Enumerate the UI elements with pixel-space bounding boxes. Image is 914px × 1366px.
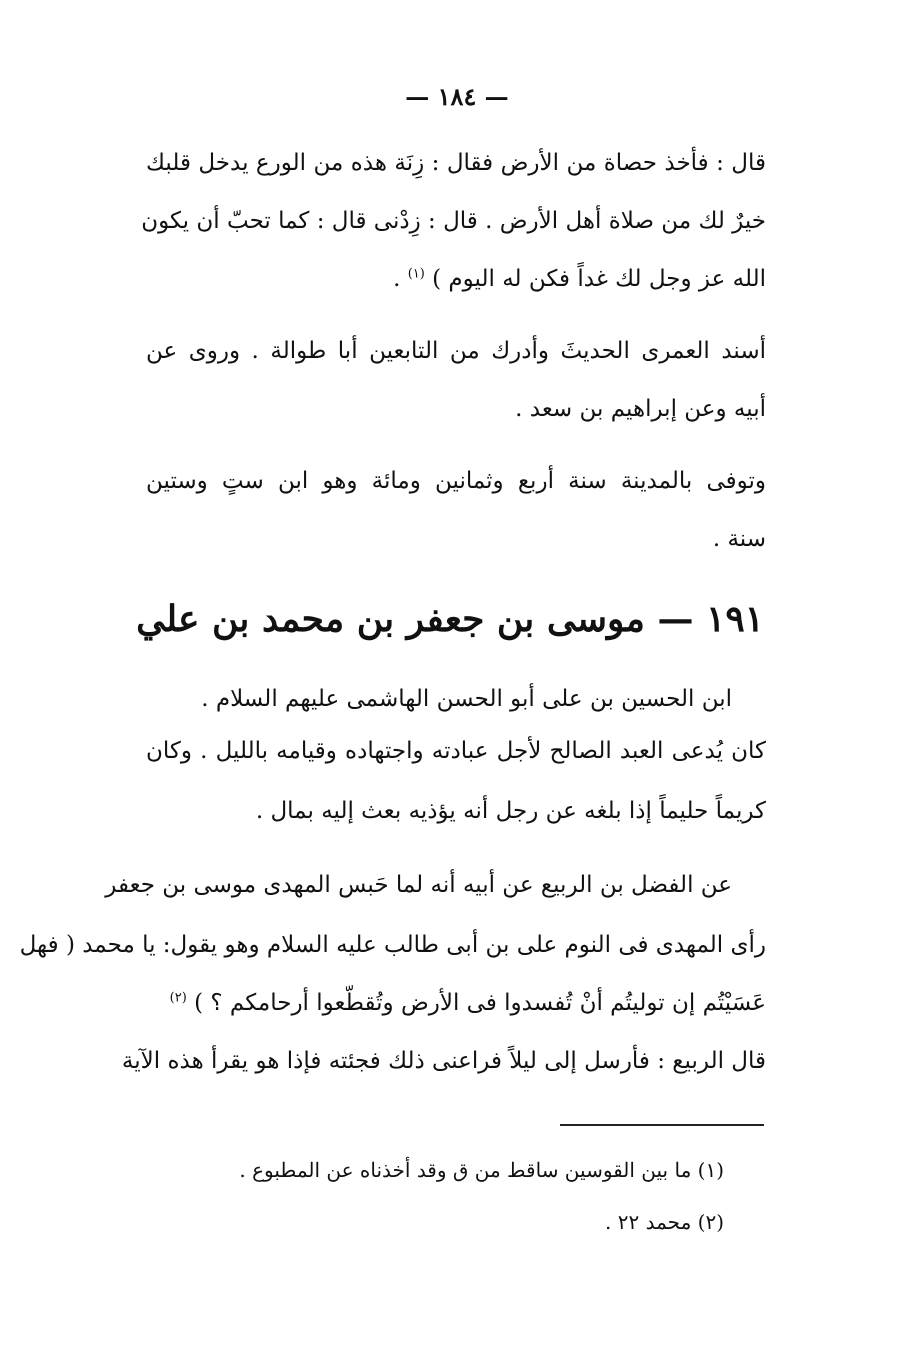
section-heading: ١٩١ — موسى بن جعفر بن محمد بن علي xyxy=(136,598,764,640)
text-line xyxy=(146,266,766,292)
text-line xyxy=(146,990,766,1016)
text-line: كريماً حليماً إذا بلغه عن رجل أنه يؤذيه بعث إليه بمال . xyxy=(255,798,766,824)
footnote-ref: (١) xyxy=(407,266,425,282)
footnote-divider xyxy=(560,1124,764,1126)
punctuation: . xyxy=(393,266,401,292)
footnote: (٢) محمد ٢٢ . xyxy=(605,1210,724,1234)
text-line: قال الربيع : فأرسل إلى ليلاً فراعنى ذلك فجئته فإذا هو يقرأ هذه الآية xyxy=(121,1048,766,1074)
footnote-ref: (٢) xyxy=(169,990,187,1006)
text-line: كان يُدعى العبد الصالح لأجل عبادته واجتهاده وقيامه بالليل . وكان xyxy=(146,738,766,764)
text-line: ابن الحسين بن على أبو الحسن الهاشمى عليهم السلام . xyxy=(201,686,732,712)
text-segment: الله عز وجل لك غداً فكن له اليوم ) xyxy=(432,266,766,292)
page-number: — ١٨٤ — xyxy=(405,82,509,111)
text-segment: عَسَيْتُم إن توليتُم أنْ تُفسدوا فى الأرض وتُقطّعوا أرحامكم ؟ ) xyxy=(194,990,766,1016)
text-line: خيرٌ لك من صلاة أهل الأرض . قال : زِدْنى قال : كما تحبّ أن يكون xyxy=(141,208,766,234)
text-line: قال : فأخذ حصاة من الأرض فقال : زِنَة هذه من الورع يدخل قلبك xyxy=(146,150,766,176)
text-line: رأى المهدى فى النوم على بن أبى طالب عليه السلام وهو يقول: يا محمد ( فهل xyxy=(19,932,766,958)
text-line: أسند العمرى الحديثَ وأدرك من التابعين أبا طوالة . وروى عن xyxy=(146,338,766,364)
text-line: عن الفضل بن الربيع عن أبيه أنه لما حَبس المهدى موسى بن جعفر xyxy=(105,872,732,898)
text-line: وتوفى بالمدينة سنة أربع وثمانين ومائة وهو ابن ستٍ وستين xyxy=(146,468,766,494)
text-line: أبيه وعن إبراهيم بن سعد . xyxy=(515,396,766,422)
footnote: (١) ما بين القوسين ساقط من ق وقد أخذناه عن المطبوع . xyxy=(239,1158,724,1182)
text-line: سنة . xyxy=(712,526,766,552)
